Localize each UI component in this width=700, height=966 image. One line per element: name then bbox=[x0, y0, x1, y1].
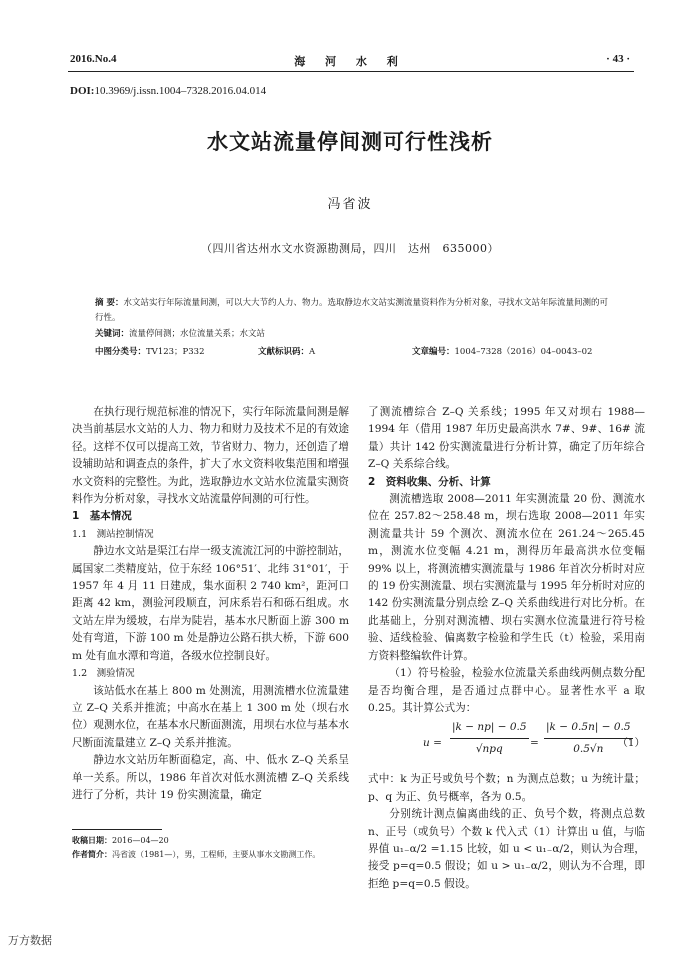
clc-value: TV123；P332 bbox=[146, 347, 205, 357]
received-label: 收稿日期： bbox=[72, 836, 112, 845]
abstract-label: 摘 要： bbox=[95, 298, 124, 308]
footnote-author-bio bbox=[72, 849, 320, 861]
author-bio-label: 作者简介： bbox=[72, 850, 112, 859]
article-value: 1004–7328（2016）04–0043–02 bbox=[454, 347, 593, 357]
abstract bbox=[95, 296, 615, 326]
left-column bbox=[72, 404, 349, 804]
footnote-received bbox=[72, 835, 169, 847]
article-number bbox=[412, 345, 632, 360]
section-heading-1: 1 基本情况 bbox=[72, 510, 132, 523]
journal-name: 海 河 水 利 bbox=[294, 55, 406, 68]
right-column bbox=[368, 404, 645, 893]
paragraph-critical-value: 分别统计测点偏离曲线的正、负号个数，将测点总数 n、正号（或负号）个数 k 代入式（1）计算出 u 值，与临界值 u₁₋α/2 =1.15 比较，如 u < u₁₋α/2，则认为合理，接受 p=q=0.5 假设；如 u > u₁₋α/2，则认为不合理，即拒绝 p=q=0.5 假设。 bbox=[368, 808, 645, 890]
paragraph-continued: 了测流槽综合 Z–Q 关系线；1995 年又对坝右 1988—1994 年（借用 1987 年历史最高洪水 7#、9#、16# 流量）共计 142 份实测流量进行分析计算，确定了历年综合 Z–Q 关系综合线。 bbox=[368, 406, 645, 471]
doc-code bbox=[258, 345, 378, 360]
paragraph-intro: 在执行现行规范标准的情况下，实行年际流量间测是解决当前基层水文站的人力、物力和财力及技术不足的有效途径。这样不仅可以提高工效，节省财力、物力，还创造了增设辅助站和调查点的条件，扩大了水文资料收集范围和增强水文资料的完整性。为此，选取静边水文站水位流量实测资料作为分析对象，寻找水文站流量停间测的可行性。 bbox=[72, 406, 349, 506]
footnote-rule bbox=[72, 829, 162, 830]
section-heading-2: 2 资料收集、分析、计算 bbox=[368, 475, 491, 488]
clc-label: 中图分类号： bbox=[95, 347, 147, 357]
formula-denominator-2: 0.5√n bbox=[573, 742, 604, 755]
keywords bbox=[95, 327, 615, 342]
paragraph-formula-legend: 式中：k 为正号或负号个数；n 为测点总数；u 为统计量；p、q 为正、负号概率，各为 0.5。 bbox=[368, 773, 645, 803]
doc-label: 文献标识码： bbox=[258, 347, 310, 357]
author-name: 冯省波 bbox=[327, 197, 373, 212]
paragraph-sign-test: （1）符号检验，检验水位流量关系曲线两侧点数分配是否均衡合理，是否通过点群中心。显著性水平 a 取 0.25。其计算公式为： bbox=[368, 667, 645, 714]
doc-value: A bbox=[309, 347, 316, 357]
formula-lhs: u = bbox=[423, 737, 442, 750]
abstract-text: 水文站实行年际流量间测，可以大大节约人力、物力。选取静边水文站实测流量资料作为分析对象，寻找水文站年际流量间测的可行性。 bbox=[95, 298, 608, 323]
issue-label: 2016.No.4 bbox=[70, 53, 117, 65]
author-bio-value: 冯省波（1981—），男，工程师，主要从事水文勘测工作。 bbox=[112, 850, 321, 859]
received-value: 2016—04—20 bbox=[112, 836, 169, 845]
formula-1 bbox=[368, 719, 645, 767]
formula-equals: = bbox=[530, 737, 539, 750]
doi bbox=[70, 85, 266, 97]
formula-numerator-1: |k − np| − 0.5 bbox=[450, 719, 529, 738]
paragraph-station-control: 静边水文站是渠江右岸一级支流流江河的中游控制站，属国家二类精度站，位于东经 106°51′、北纬 31°01′，于 1957 年 4 月 11 日建成，集水面积 2 740 km²，距河口距离 42 km，测验河段顺直，河床系岩石和砾石组成。水文站左岸为缓坡，右岸为陡岩，基本水尺断面上游 300 m 处有弯道，下游 100 m 处是静边公路石拱大桥，下游 600 m 处有血水潭和弯道，各级水位控制良好。 bbox=[72, 545, 349, 662]
formula-number: （1） bbox=[617, 737, 645, 750]
subsection-heading-1-2: 1.2 测验情况 bbox=[72, 668, 135, 680]
affiliation: （四川省达州水文水资源勘测局，四川 达州 635000） bbox=[201, 242, 499, 255]
paper-title: 水文站流量停间测可行性浅析 bbox=[207, 130, 493, 154]
paragraph-data-selection: 测流槽选取 2008—2011 年实测流量 20 份、测流水位在 257.82～258.48 m，坝右选取 2008—2011 年实测流量共计 59 个测次、测流水位在 261.24～265.45 m，测流水位变幅 4.21 m，测得历年最高洪水位变幅 99% 以上，将测流槽实测流量与 1986 年首次分析时对应的 19 份实测流量、坝右实测流量与 1995 年分析时对应的 142 份实测流量分别点绘 Z–Q 关系曲线进行对比分析。在此基础上，分别对测流槽、坝右实测水位流量进行符号检验、适线检验、偏离数字检验和学生氏（t）检验，采用南方资料整编软件计算。 bbox=[368, 493, 645, 662]
article-label: 文章编号： bbox=[412, 347, 455, 357]
header-rule bbox=[68, 71, 634, 72]
formula-numerator-2: |k − 0.5n| − 0.5 bbox=[544, 719, 633, 738]
formula-denominator-1: √npq bbox=[475, 742, 503, 755]
formula-fraction-1 bbox=[450, 719, 529, 758]
doi-value[interactable]: 10.3969/j.issn.1004–7328.2016.04.014 bbox=[94, 85, 267, 97]
doi-label: DOI: bbox=[70, 85, 95, 97]
paragraph-measurement: 该站低水在基上 800 m 处测流，用测流槽水位流量建立 Z–Q 关系并推流；中高水在基上 1 300 m 处（坝右水位）观测水位，在基本水尺断面测流，用坝右水位与基本水尺断面流量建立 Z–Q 关系并推流。 bbox=[72, 684, 349, 749]
page-number: · 43 · bbox=[606, 53, 630, 65]
subsection-heading-1-1: 1.1 测站控制情况 bbox=[72, 528, 154, 540]
paragraph-history: 静边水文站历年断面稳定，高、中、低水 Z–Q 关系呈单一关系。所以，1986 年首次对低水测流槽 Z–Q 关系线进行了分析，共计 19 份实测流量，确定 bbox=[72, 754, 349, 801]
keywords-label: 关键词： bbox=[95, 329, 130, 339]
keywords-text: 流量停间测；水位流量关系；水文站 bbox=[129, 329, 266, 339]
wanfang-watermark: 万方数据 bbox=[8, 934, 52, 947]
